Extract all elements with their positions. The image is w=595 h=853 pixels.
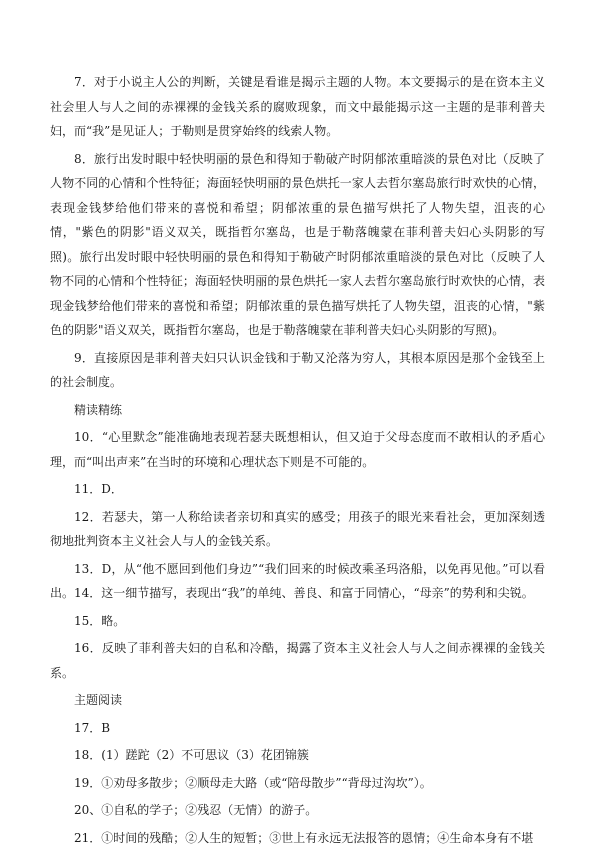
section-heading-close-reading: 精读精练 [74,402,123,417]
answer-item-16: 16．反映了菲利普夫妇的自私和冷酷，揭露了资本主义社会人与人之间赤裸裸的金钱关系。 [50,641,545,680]
answer-item-10: 10．“心里默念”能准确地表现若瑟夫既想相认，但又迫于父母态度而不敢相认的矛盾心理，而“叫出声来”在当时的环境和心理状态下则是不可能的。 [50,430,545,469]
answer-item-21: 21．①时间的残酷；②人生的短暂；③世上有永远无法报答的恩情；④生命本身有不堪 [74,830,534,845]
section-heading-theme-reading: 主题阅读 [74,693,123,707]
answer-text-body [50,70,545,853]
answer-item-8: 8．旅行出发时眼中轻快明丽的景色和得知于勒破产时阴郁浓重暗淡的景色对比（反映了人物不同的心情和个性特征；海面轻快明丽的景色烘托一家人去哲尔塞岛旅行时欢快的心情，表现金钱梦给他们带来的喜悦和希望；阴郁浓重的景色描写烘托了人物失望，沮丧的心情，"紫色的阴影"语义双关，既指哲尔塞岛，也是于勒落魄蒙在菲利普夫妇心头阴影的写照)。旅行出发时眼中轻快明丽的景色和得知于勒破产时阴郁浓重暗淡的景色对比（反映了人物不同的心情和个性特征；海面轻快明丽的景色烘托一家人去哲尔塞岛旅行时欢快的心情，表现金钱梦给他们带来的喜悦和希望；阴郁浓重的景色描写烘托了人物失望，沮丧的心情，"紫色的阴影"语义双关，既指哲尔塞岛，也是于勒落魄蒙在菲利普夫妇心头阴影的写照)。 [50,151,545,337]
answer-item-17: 17．B [74,720,111,735]
answer-item-15: 15．略。 [74,613,126,628]
answer-item-7: 7．对于小说主人公的判断，关键是看谁是揭示主题的人物。本文要揭示的是在资本主义社会里人与人之间的赤裸裸的金钱关系的腐败现象，而文中最能揭示这一主题的是菲利普夫妇，而“我”是见证人；于勒则是贯穿始终的线索人物。 [50,75,545,138]
answer-item-11: 11．D． [74,482,123,496]
answer-item-13-14: 13．D，从“他不愿回到他们身边”“我们回来的时候改乘圣玛洛船，以免再见他。”可以看出。14．这一细节描写，表现出“我”的单纯、善良、和富于同情心，“母亲”的势利和尖锐。 [50,561,545,600]
answer-item-18: 18．(1）蹉跎（2）不可思议（3）花团锦簇 [74,748,309,762]
answer-item-20: 20、①自私的学子；②残忍（无情）的游子。 [74,803,318,817]
answer-item-19: 19．①劝母多散步；②顺母走大路（或“陪母散步”“背母过沟坎”）。 [74,775,432,790]
answer-item-12: 12．若瑟夫，第一人称给读者亲切和真实的感受；用孩子的眼光来看社会，更加深刻透彻地批判资本主义社会人与人的金钱关系。 [50,509,545,548]
answer-item-9: 9．直接原因是菲利普夫妇只认识金钱和于勒又沦落为穷人，其根本原因是那个金钱至上的社会制度。 [50,350,545,389]
